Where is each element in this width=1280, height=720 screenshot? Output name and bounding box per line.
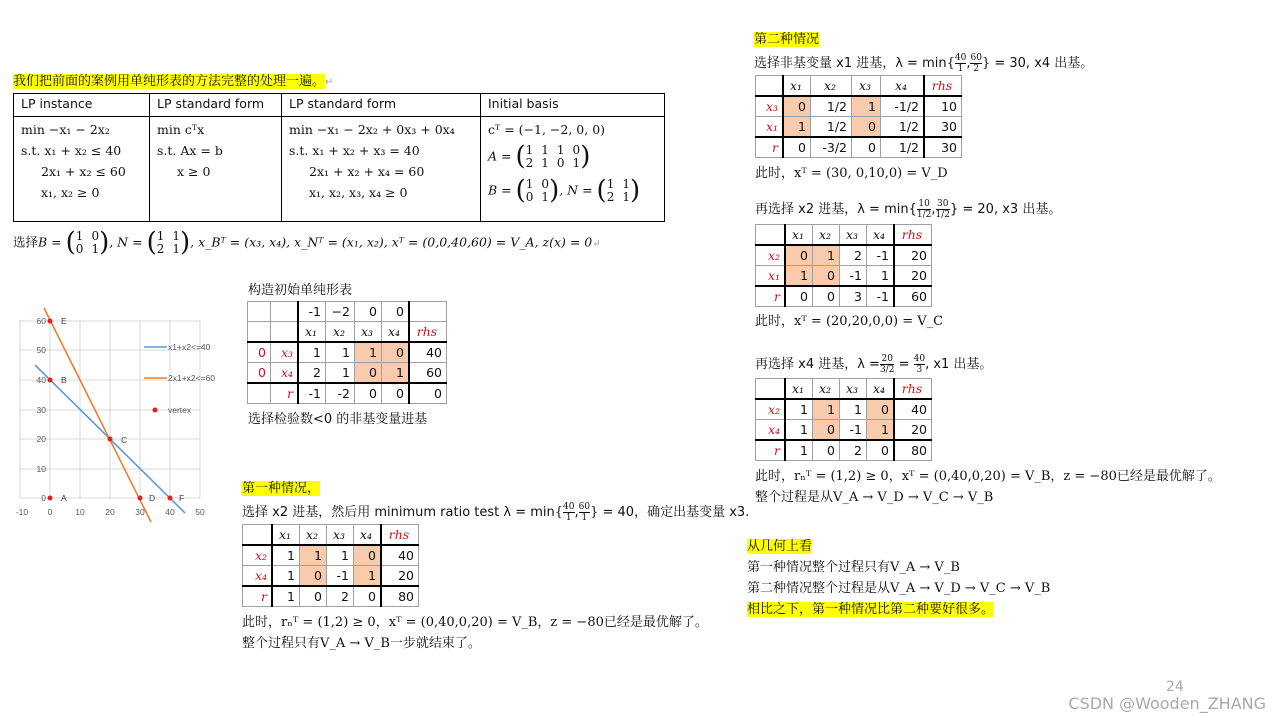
exp-constraint-2: 2x₁ + x₂ + x₄ = 60	[309, 164, 425, 179]
case2-step3-description: 再选择 x4 进基，λ = $\frac{20}{3/2}$ = $\frac{40}{3}$ , x1 出基。	[755, 354, 993, 375]
svg-text:50: 50	[195, 507, 205, 517]
geometry-line-1: 第一种情况整个过程只有V_A → V_B	[747, 560, 960, 575]
svg-text:A: A	[61, 493, 67, 503]
svg-text:F: F	[179, 493, 185, 503]
svg-text:30: 30	[36, 405, 46, 415]
tableau-row: x₂ 0 1 2 -1 20	[756, 245, 932, 266]
case2-step1-description: 选择非基变量 x1 进基，λ = min{ $\frac{40}{1}$ , $\frac{60}{2}$ } = 30, x4 出基。	[754, 53, 1094, 74]
reduced-cost-row: r 0 0 3 -1 60	[756, 286, 932, 307]
svg-text:10: 10	[36, 464, 46, 474]
tableau-row: x₃ 0 1/2 1 -1/2 10	[756, 96, 962, 117]
choose-basis-line: 选择B = ( 1 0 0 1 ), N = ( 1 1 2 1 ), x_Bᵀ = (x₃, x₄), x_Nᵀ = (x₁, x₂), xᵀ = (0,0,40,60) = V_A, z(x) = 0↵	[13, 227, 601, 258]
case1-summary: 整个过程只有V_A → V_B一步就结束了。	[242, 636, 481, 651]
case2-step1-result: 此时，xᵀ = (30, 0,10,0) = V_D	[755, 166, 948, 181]
case2-step2-description: 再选择 x2 进基，λ = min{ $\frac{10}{1/2}$ , $\frac{30}{1/2}$ } = 20, x3 出基。	[755, 199, 1062, 220]
lp-standard-cell	[150, 117, 282, 222]
tableau-row: x₁ 1 0 -1 1 20	[756, 266, 932, 287]
matrix-A: A = ( 1 1 1 0 2 1 0 1 )	[488, 141, 591, 172]
svg-text:10: 10	[75, 507, 85, 517]
lp-standard-expanded-cell	[282, 117, 481, 222]
case1-title: 第一种情况，	[242, 481, 321, 496]
tableau-row: 0 x₄ 2 1 0 1 60	[248, 363, 447, 384]
y-tick-60: 60	[36, 316, 46, 326]
tableau-row: x₄ 1 0 -1 1 20	[243, 566, 419, 587]
watermark: CSDN @Wooden_ZHANG	[1068, 694, 1266, 713]
geometry-conclusion: 相比之下，第一种情况比第二种要好很多。	[747, 602, 995, 617]
svg-text:0: 0	[47, 507, 53, 517]
lp-header-standard-form: LP standard form	[150, 94, 282, 117]
svg-text:20: 20	[105, 507, 115, 517]
initial-tableau-note: 选择检验数<0 的非基变量进基	[248, 412, 428, 427]
std-nonneg: x ≥ 0	[177, 164, 211, 179]
svg-text:vertex: vertex	[168, 405, 192, 415]
exp-nonneg: x₁, x₂, x₃, x₄ ≥ 0	[309, 185, 408, 200]
case2-title: 第二种情况	[754, 32, 820, 47]
svg-text:B: B	[61, 375, 67, 385]
tableau-row: 0 x₃ 1 1 1 0 40	[248, 342, 447, 363]
case1-result: 此时，rₙᵀ = (1,2) ≥ 0，xᵀ = (0,40,0,20) = V_B，z = −80已经是最优解了。	[242, 615, 708, 630]
case2-step3-tableau: x₁ x₂ x₃ x₄ rhs x₂ 1 1 1 0 40 x₄ 1 0 -1 1 20 r 1 0 2 0 80	[755, 378, 932, 461]
case2-step2-result: 此时，xᵀ = (20,20,0,0) = V_C	[755, 314, 944, 329]
svg-text:0: 0	[41, 493, 46, 503]
matrix-B-N: B = ( 1 0 0 1 ), N = ( 1 1 2 1 )	[488, 175, 641, 206]
svg-text:40: 40	[165, 507, 175, 517]
case2-step1-tableau: x₁ x₂ x₃ x₄ rhs x₃ 0 1/2 1 -1/2 10 x₁ 1 1/2 0 1/2 30 r 0 -3/2 0 1/2 30	[755, 75, 962, 158]
svg-text:C: C	[121, 435, 128, 445]
intro-text: 我们把前面的案例用单纯形表的方法完整的处理一遍。	[13, 74, 326, 89]
reduced-cost-row: r 1 0 2 0 80	[243, 586, 419, 607]
lp-constraint-2: 2x₁ + x₂ ≤ 60	[41, 164, 126, 179]
initial-basis-cell	[481, 117, 665, 222]
lp-nonneg: x₁, x₂ ≥ 0	[41, 185, 100, 200]
reduced-cost-row: r -1 -2 0 0 0	[248, 383, 447, 404]
geometry-title: 从几何上看	[747, 539, 813, 554]
case2-step2-tableau: x₁ x₂ x₃ x₄ rhs x₂ 0 1 2 -1 20 x₁ 1 0 -1 1 20 r 0 0 3 -1 60	[755, 224, 932, 307]
std-objective: min cᵀx	[157, 122, 205, 137]
svg-text:E: E	[61, 316, 67, 326]
cost-vector: cᵀ = (−1, −2, 0, 0)	[488, 122, 606, 137]
exp-objective: min −x₁ − 2x₂ + 0x₃ + 0x₄	[289, 122, 455, 137]
svg-text:30: 30	[135, 507, 145, 517]
case2-step3-result: 此时，rₙᵀ = (1,2) ≥ 0，xᵀ = (0,40,0,20) = V_B，z = −80已经是最优解了。	[755, 469, 1221, 484]
svg-text:-10: -10	[15, 507, 29, 517]
case1-description: 选择 x2 进基，然后用 minimum ratio test λ = min{ $\frac{40}{1}$ , $\frac{60}{1}$ } = 40，确定出基变量 x3.	[242, 502, 750, 523]
lp-instance-cell	[14, 117, 150, 222]
case2-step3-summary: 整个过程是从V_A → V_D → V_C → V_B	[755, 490, 994, 505]
lp-header-standard-form-expanded: LP standard form	[282, 94, 481, 117]
lp-objective: min −x₁ − 2x₂	[21, 122, 110, 137]
lp-header-instance: LP instance	[14, 94, 150, 117]
tableau-row: x₁ 1 1/2 0 1/2 30	[756, 117, 962, 138]
reduced-cost-row: r 0 -3/2 0 1/2 30	[756, 137, 962, 158]
reduced-cost-row: r 1 0 2 0 80	[756, 440, 932, 461]
lp-constraint-1: s.t. x₁ + x₂ ≤ 40	[21, 143, 122, 158]
svg-text:20: 20	[36, 434, 46, 444]
case1-tableau: x₁ x₂ x₃ x₄ rhs x₂ 1 1 1 0 40 x₄ 1 0 -1 1 20 r 1 0 2 0 80	[242, 524, 419, 607]
lp-table	[13, 93, 665, 222]
svg-text:D: D	[149, 493, 156, 503]
tableau-row: x₄ 1 0 -1 1 20	[756, 420, 932, 441]
tableau-row: x₂ 1 1 1 0 40	[756, 399, 932, 420]
intro-line: 我们把前面的案例用单纯形表的方法完整的处理一遍。↵	[13, 74, 334, 89]
svg-text:50: 50	[36, 345, 46, 355]
lp-header-initial-basis: Initial basis	[481, 94, 665, 117]
std-constraint: s.t. Ax = b	[157, 143, 223, 158]
exp-constraint-1: s.t. x₁ + x₂ + x₃ = 40	[289, 143, 420, 158]
geometry-line-2: 第二种情况整个过程是从V_A → V_D → V_C → V_B	[747, 581, 1051, 596]
feasible-region-chart	[10, 300, 220, 525]
svg-text:x1+x2<=40: x1+x2<=40	[168, 342, 211, 352]
svg-text:2x1+x2<=60: 2x1+x2<=60	[168, 373, 216, 383]
initial-tableau-title: 构造初始单纯形表	[248, 283, 353, 298]
page-number: 24	[1166, 679, 1184, 695]
initial-tableau: -1 −2 0 0 x₁ x₂ x₃ x₄ rhs 0 x₃ 1 1 1 0 40 0 x₄ 2 1 0 1 60 r -1 -2 0 0 0	[247, 301, 447, 404]
svg-text:40: 40	[36, 375, 46, 385]
tableau-row: x₂ 1 1 1 0 40	[243, 545, 419, 566]
line-constraint-2	[44, 308, 151, 522]
